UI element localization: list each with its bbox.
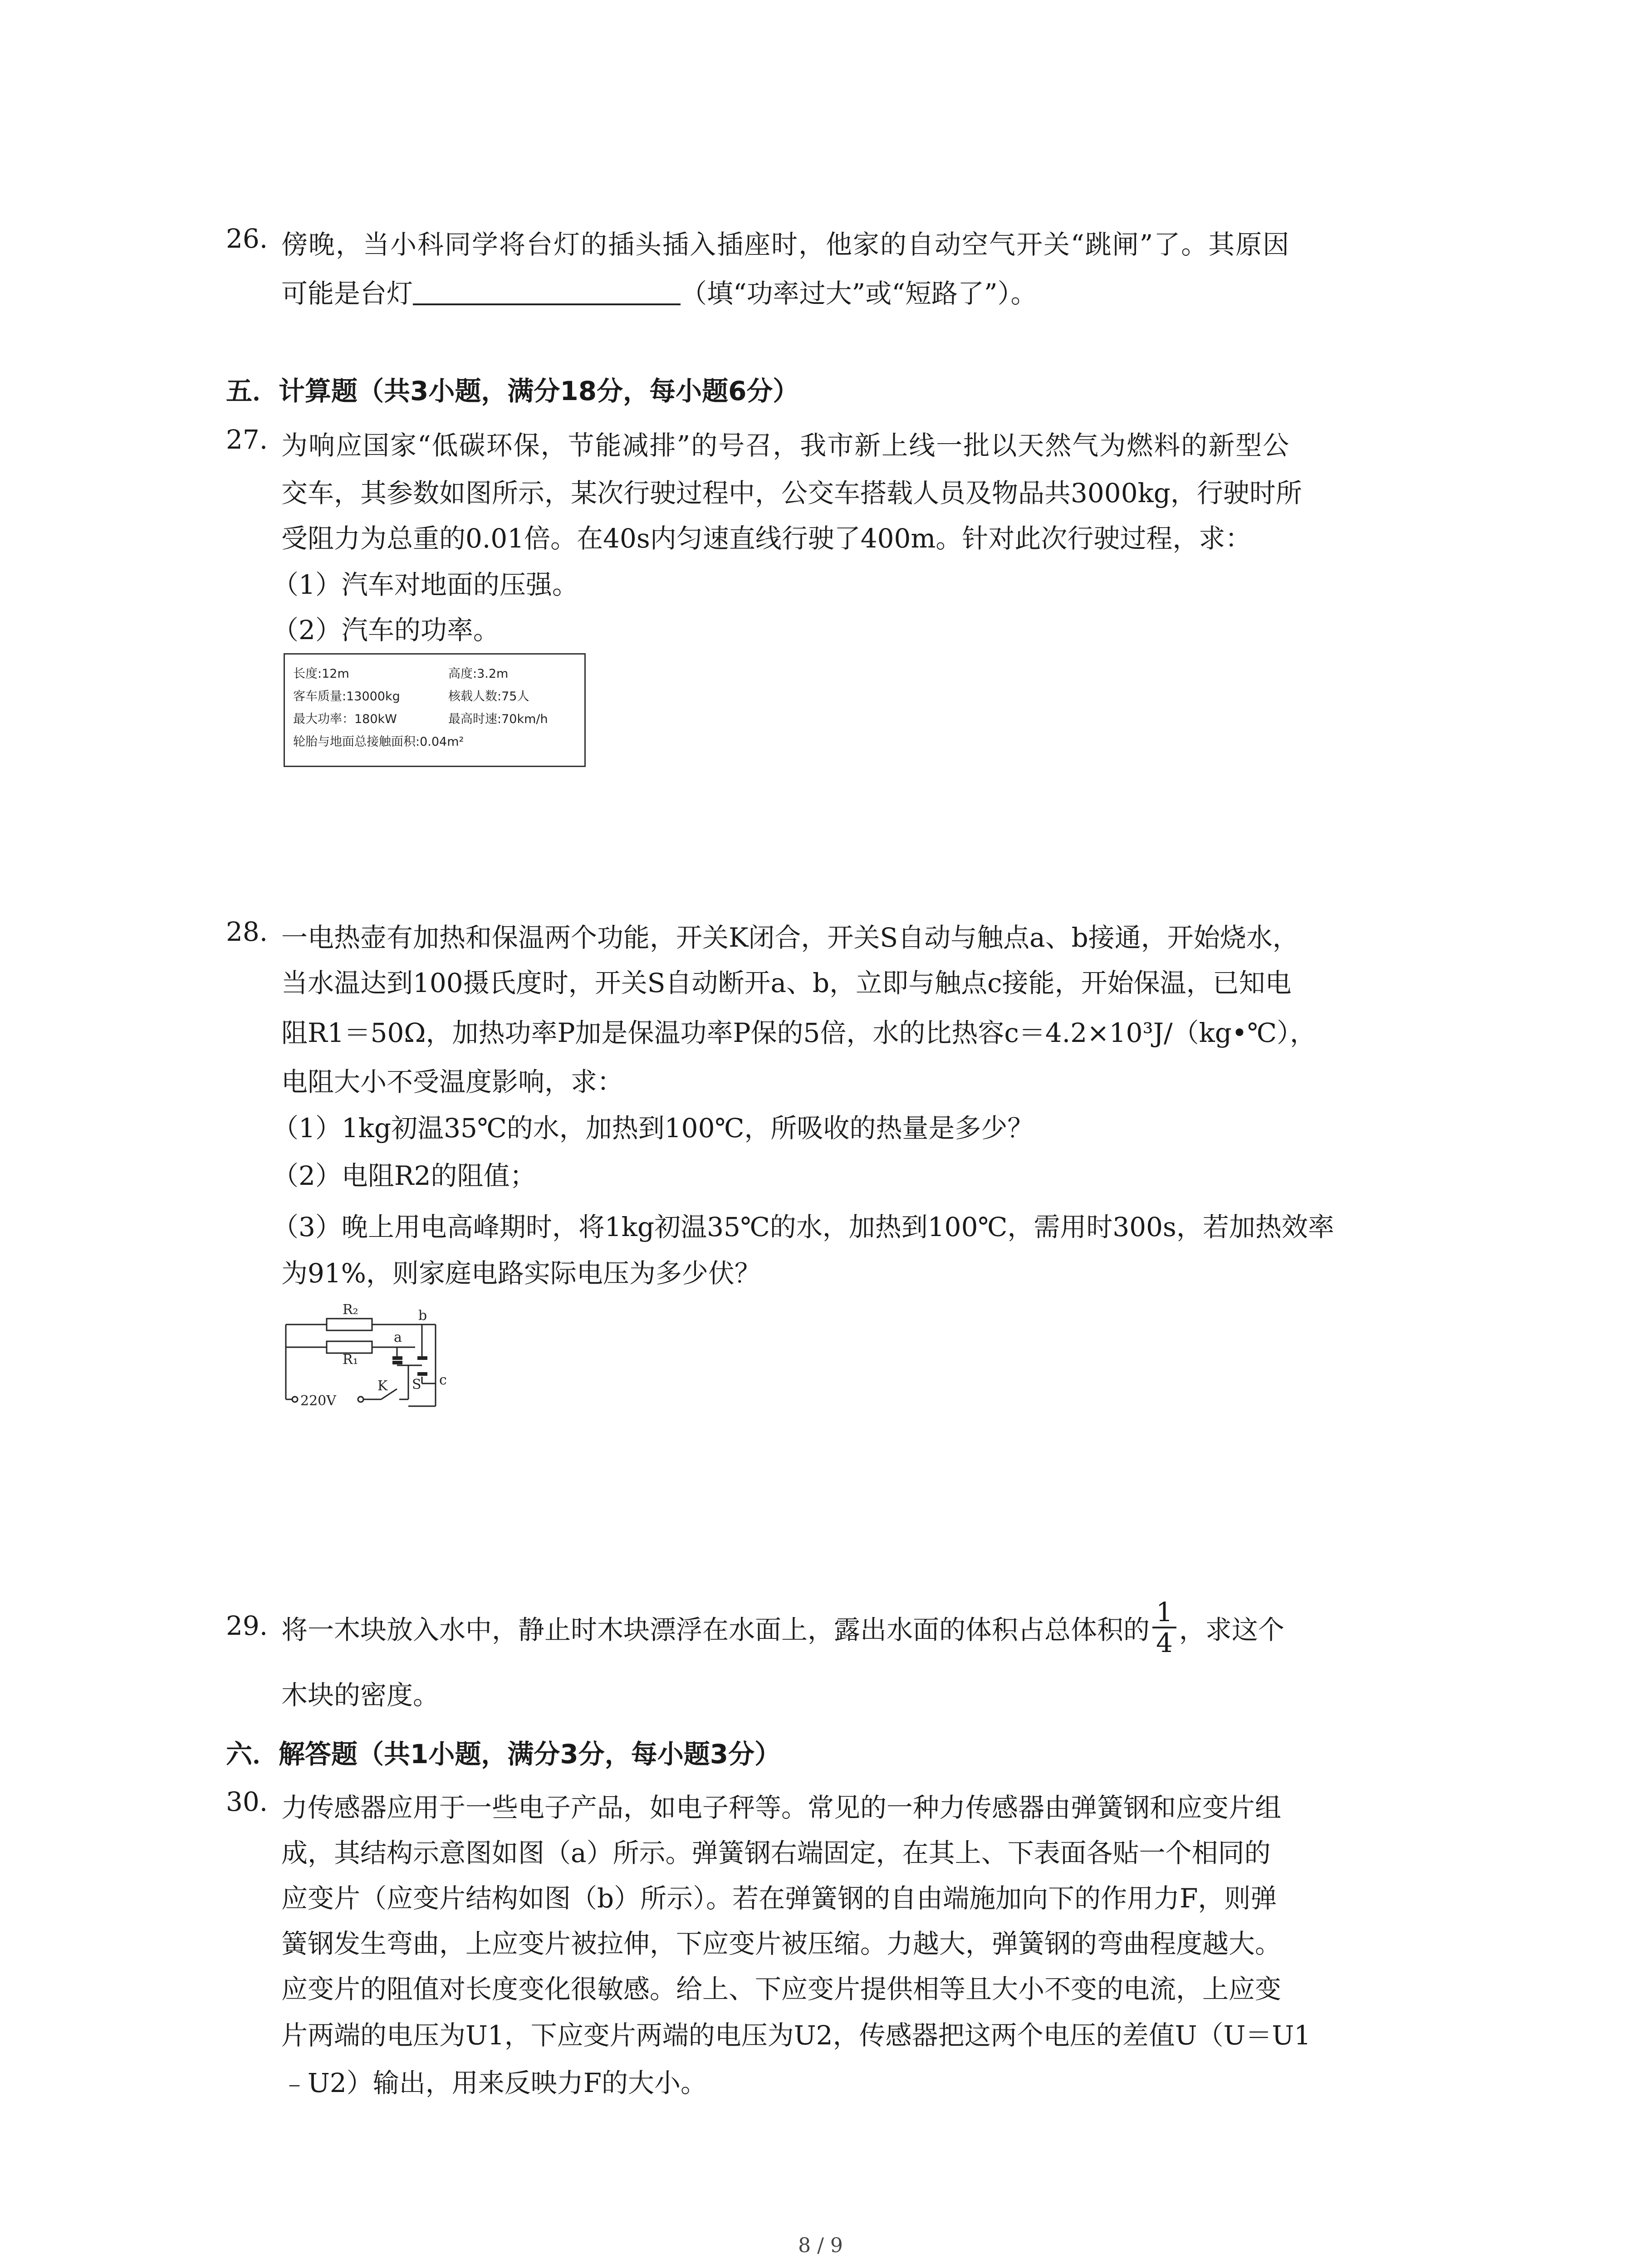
question-text-line: 将一木块放入水中，静止时木块漂浮在水面上，露出水面的体积占总体积的 $\frac{1}{4}$ ，求这个 [281, 1597, 1284, 1658]
label-k: K [377, 1378, 388, 1394]
question-text-line: 为响应国家“低碳环保，节能减排”的号召，我市新上线一批以天然气为燃料的新型公 [281, 430, 1290, 461]
question-number: 26. [226, 223, 268, 254]
table-cell: 轮胎与地面总接触面积:0.04m² [293, 735, 464, 749]
section-heading: 五．计算题（共3小题，满分18分，每小题6分） [226, 376, 799, 406]
table-cell: 最大功率：180kW [293, 712, 397, 726]
question-text-line: 电阻大小不受温度影响，求： [281, 1066, 624, 1097]
fraction: $\frac{1}{4}$ [1152, 1598, 1176, 1657]
answer-blank[interactable] [413, 279, 681, 305]
question-text-line: 交车，其参数如图所示，某次行驶过程中，公交车搭载人员及物品共3000kg，行驶时所 [281, 478, 1302, 508]
question-number: 30. [226, 1786, 268, 1817]
question-number: 27. [226, 424, 268, 455]
sub-question: （1）1kg初温35℃的水，加热到100℃，所吸收的热量是多少？ [272, 1113, 1034, 1144]
question-text-line: 片两端的电压为U1，下应变片两端的电压为U2，传感器把这两个电压的差值U（U＝U1 [281, 2020, 1311, 2051]
question-text-line: 傍晚，当小科同学将台灯的插头插入插座时，他家的自动空气开关“跳闸”了。其原因 [281, 229, 1290, 260]
bus-parameter-table [284, 653, 586, 767]
sub-question: （2）电阻R2的阻值； [272, 1160, 536, 1191]
question-text-line: 力传感器应用于一些电子产品，如电子秤等。常见的一种力传感器由弹簧钢和应变片组 [281, 1792, 1282, 1823]
question-text-line: 可能是台灯 （填“功率过大”或“短路了”）。 [281, 278, 1037, 309]
table-cell: 客车质量:13000kg [293, 689, 400, 704]
page-number: 8 / 9 [798, 2234, 843, 2257]
label-s: S [412, 1377, 421, 1393]
sub-question: （2）汽车的功率。 [272, 615, 500, 645]
label-c: c [439, 1372, 447, 1388]
question-text-line: 簧钢发生弯曲，上应变片被拉伸，下应变片被压缩。力越大，弹簧钢的弯曲程度越大。 [281, 1928, 1282, 1959]
question-text-line: 木块的密度。 [281, 1680, 440, 1711]
table-cell: 核载人数:75人 [448, 689, 529, 704]
sub-question: （1）汽车对地面的压强。 [272, 569, 578, 600]
question-text-line: 阻R1＝50Ω，加热功率P加是保温功率P保的5倍，水的比热容c＝4.2×10³J/（kg•℃）， [281, 1017, 1316, 1048]
table-cell: 最高时速:70km/h [448, 712, 548, 726]
question-text-line: 一电热壶有加热和保温两个功能，开关K闭合，开关S自动与触点a、b接通，开始烧水， [281, 922, 1299, 953]
label-r1: R₁ [343, 1352, 358, 1368]
question-text-line: ﹣U2）输出，用来反映力F的大小。 [281, 2068, 707, 2098]
table-cell: 高度:3.2m [448, 667, 509, 681]
label-a: a [394, 1330, 402, 1345]
table-cell: 长度:12m [293, 667, 349, 681]
question-text-line: 受阻力为总重的0.01倍。在40s内匀速直线行驶了400m。针对此次行驶过程，求： [281, 523, 1252, 554]
question-text-line: 成，其结构示意图如图（a）所示。弹簧钢右端固定，在其上、下表面各贴一个相同的 [281, 1838, 1271, 1868]
question-text-line: 应变片的阻值对长度变化很敏感。给上、下应变片提供相等且大小不变的电流，上应变 [281, 1974, 1282, 2004]
label-r2: R₂ [343, 1302, 358, 1318]
question-text-line: 应变片（应变片结构如图（b）所示）。若在弹簧钢的自由端施加向下的作用力F，则弹 [281, 1883, 1277, 1914]
terminal-circle [358, 1397, 363, 1402]
sub-question: （3）晚上用电高峰期时，将1kg初温35℃的水，加热到100℃，需用时300s，若加热效率 [272, 1212, 1334, 1242]
label-220v: 220V [300, 1393, 336, 1409]
question-text-line: 当水温达到100摄氏度时，开关S自动断开a、b，立即与触点c接能，开始保温，已知电 [281, 968, 1292, 998]
question-number: 29. [226, 1610, 268, 1641]
section-heading: 六．解答题（共1小题，满分3分，每小题3分） [226, 1739, 781, 1769]
terminal-circle [292, 1397, 298, 1402]
question-text-line: 为91%，则家庭电路实际电压为多少伏？ [281, 1258, 761, 1289]
circuit-diagram [272, 1288, 499, 1424]
label-b: b [418, 1308, 427, 1324]
question-number: 28. [226, 916, 268, 947]
